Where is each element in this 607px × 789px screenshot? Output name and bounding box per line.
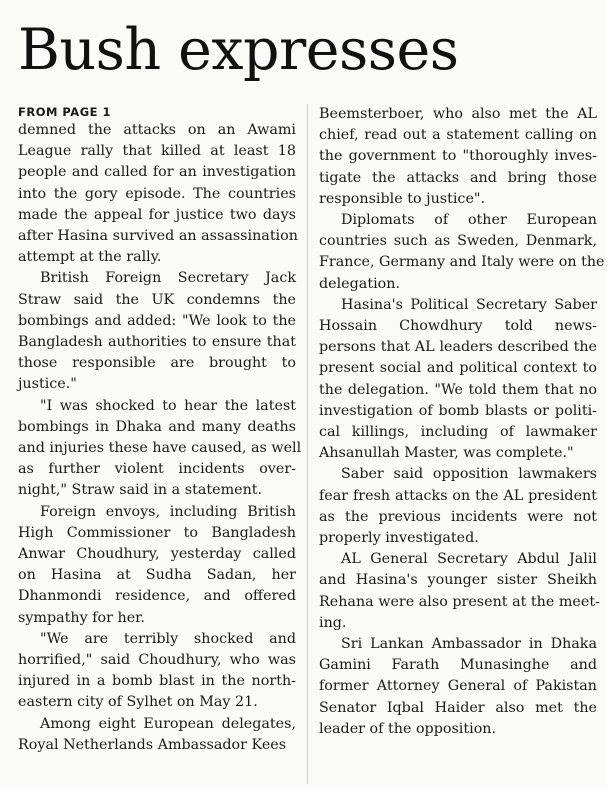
- paragraph: [18, 714, 296, 756]
- paragraph: [319, 634, 597, 740]
- text-line: countries such as Sweden, Denmark,: [319, 233, 597, 250]
- text-line: persons that AL leaders described the: [319, 339, 597, 356]
- text-line: the delegation. "We told them that no: [319, 381, 597, 398]
- paragraph: [18, 120, 296, 268]
- text-line: made the appeal for justice two days: [18, 206, 296, 223]
- paragraph: [319, 295, 597, 465]
- text-line: Senator Iqbal Haider also met the: [319, 699, 597, 716]
- right-column-body: [319, 104, 605, 740]
- text-line: "We are terribly shocked and: [40, 630, 296, 647]
- text-line: Ahsanullah Master, was complete.": [319, 445, 574, 462]
- text-line: on Hasina at Sudha Sadan, her: [18, 567, 296, 584]
- text-line: Diplomats of other European: [341, 212, 597, 229]
- column-divider: [307, 104, 308, 784]
- text-line: League rally that killed at least 18: [18, 143, 296, 160]
- text-line: and injuries these have caused, as well: [18, 440, 302, 457]
- text-line: into the gory episode. The countries: [18, 185, 296, 202]
- paragraph: [18, 629, 296, 714]
- paragraph: [18, 396, 302, 502]
- text-line: Saber said opposition lawmakers: [341, 466, 597, 483]
- text-line: Sri Lankan Ambassador in Dhaka: [341, 636, 597, 653]
- text-line: British Foreign Secretary Jack: [40, 270, 296, 287]
- text-line: attempt at the rally.: [18, 249, 162, 266]
- text-line: Bangladesh authorities to ensure that: [18, 334, 296, 351]
- text-line: properly investigated.: [319, 530, 479, 547]
- text-line: those responsible are brought to: [18, 355, 296, 372]
- paragraph: [319, 210, 605, 295]
- text-line: "I was shocked to hear the latest: [40, 397, 296, 414]
- text-line: Among eight European delegates,: [40, 715, 296, 732]
- headline: Bush expresses: [18, 17, 459, 83]
- text-line: injured in a bomb blast in the north-: [18, 673, 296, 690]
- text-line: night," Straw said in a statement.: [18, 482, 263, 499]
- paragraph: [319, 104, 597, 210]
- kicker-from-page-1: FROM PAGE 1: [18, 105, 112, 119]
- paragraph: [319, 549, 600, 634]
- text-line: tigate the attacks and bring those: [319, 169, 597, 186]
- text-line: delegation.: [319, 275, 400, 292]
- text-line: former Attorney General of Pakistan: [319, 678, 597, 695]
- text-line: Straw said the UK condemns the: [18, 291, 296, 308]
- text-line: and Hasina's younger sister Sheikh: [319, 572, 597, 589]
- text-line: investigation of bomb blasts or politi-: [319, 402, 597, 419]
- text-line: present social and political context to: [319, 360, 597, 377]
- text-line: Anwar Choudhury, yesterday called: [18, 546, 296, 563]
- text-line: sympathy for her.: [18, 609, 145, 626]
- text-line: chief, read out a statement calling on: [319, 127, 597, 144]
- text-line: horrified," said Choudhury, who was: [18, 652, 296, 669]
- left-column-body: [18, 120, 302, 756]
- text-line: the government to "thoroughly inves-: [319, 148, 597, 165]
- text-line: demned the attacks on an Awami: [18, 122, 296, 138]
- text-line: AL General Secretary Abdul Jalil: [341, 551, 597, 568]
- text-line: fear fresh attacks on the AL president: [319, 487, 597, 504]
- text-line: responsible to justice".: [319, 190, 486, 207]
- article-column-left: [18, 104, 302, 756]
- text-line: France, Germany and Italy were on the: [319, 254, 605, 271]
- text-line: Dhanmondi residence, and offered: [18, 588, 296, 605]
- text-line: Royal Netherlands Ambassador Kees: [18, 736, 287, 753]
- text-line: bombings and added: "We look to the: [18, 312, 296, 329]
- text-line: eastern city of Sylhet on May 21.: [18, 694, 258, 711]
- text-line: Beemsterboer, who also met the AL: [319, 106, 597, 122]
- text-line: ing.: [319, 614, 347, 631]
- article-column-right: [319, 104, 605, 740]
- text-line: Foreign envoys, including British: [40, 503, 296, 520]
- text-line: High Commissioner to Bangladesh: [18, 524, 296, 541]
- text-line: leader of the opposition.: [319, 720, 497, 737]
- text-line: Gamini Farath Munasinghe and: [319, 657, 597, 674]
- text-line: Rehana were also present at the meet-: [319, 593, 600, 610]
- text-line: Hossain Chowdhury told news-: [319, 318, 597, 335]
- paragraph: [319, 464, 597, 549]
- text-line: as further violent incidents over-: [18, 461, 296, 478]
- text-line: justice.": [18, 376, 77, 393]
- text-line: Hasina's Political Secretary Saber: [341, 296, 597, 313]
- text-line: bombings in Dhaka and many deaths: [18, 418, 296, 435]
- text-line: as the previous incidents were not: [319, 508, 597, 525]
- paragraph: [18, 268, 296, 395]
- text-line: cal killings, including of lawmaker: [319, 424, 597, 441]
- text-line: after Hasina survived an assassination: [18, 228, 298, 245]
- text-line: people and called for an investigation: [18, 164, 296, 181]
- paragraph: [18, 502, 296, 629]
